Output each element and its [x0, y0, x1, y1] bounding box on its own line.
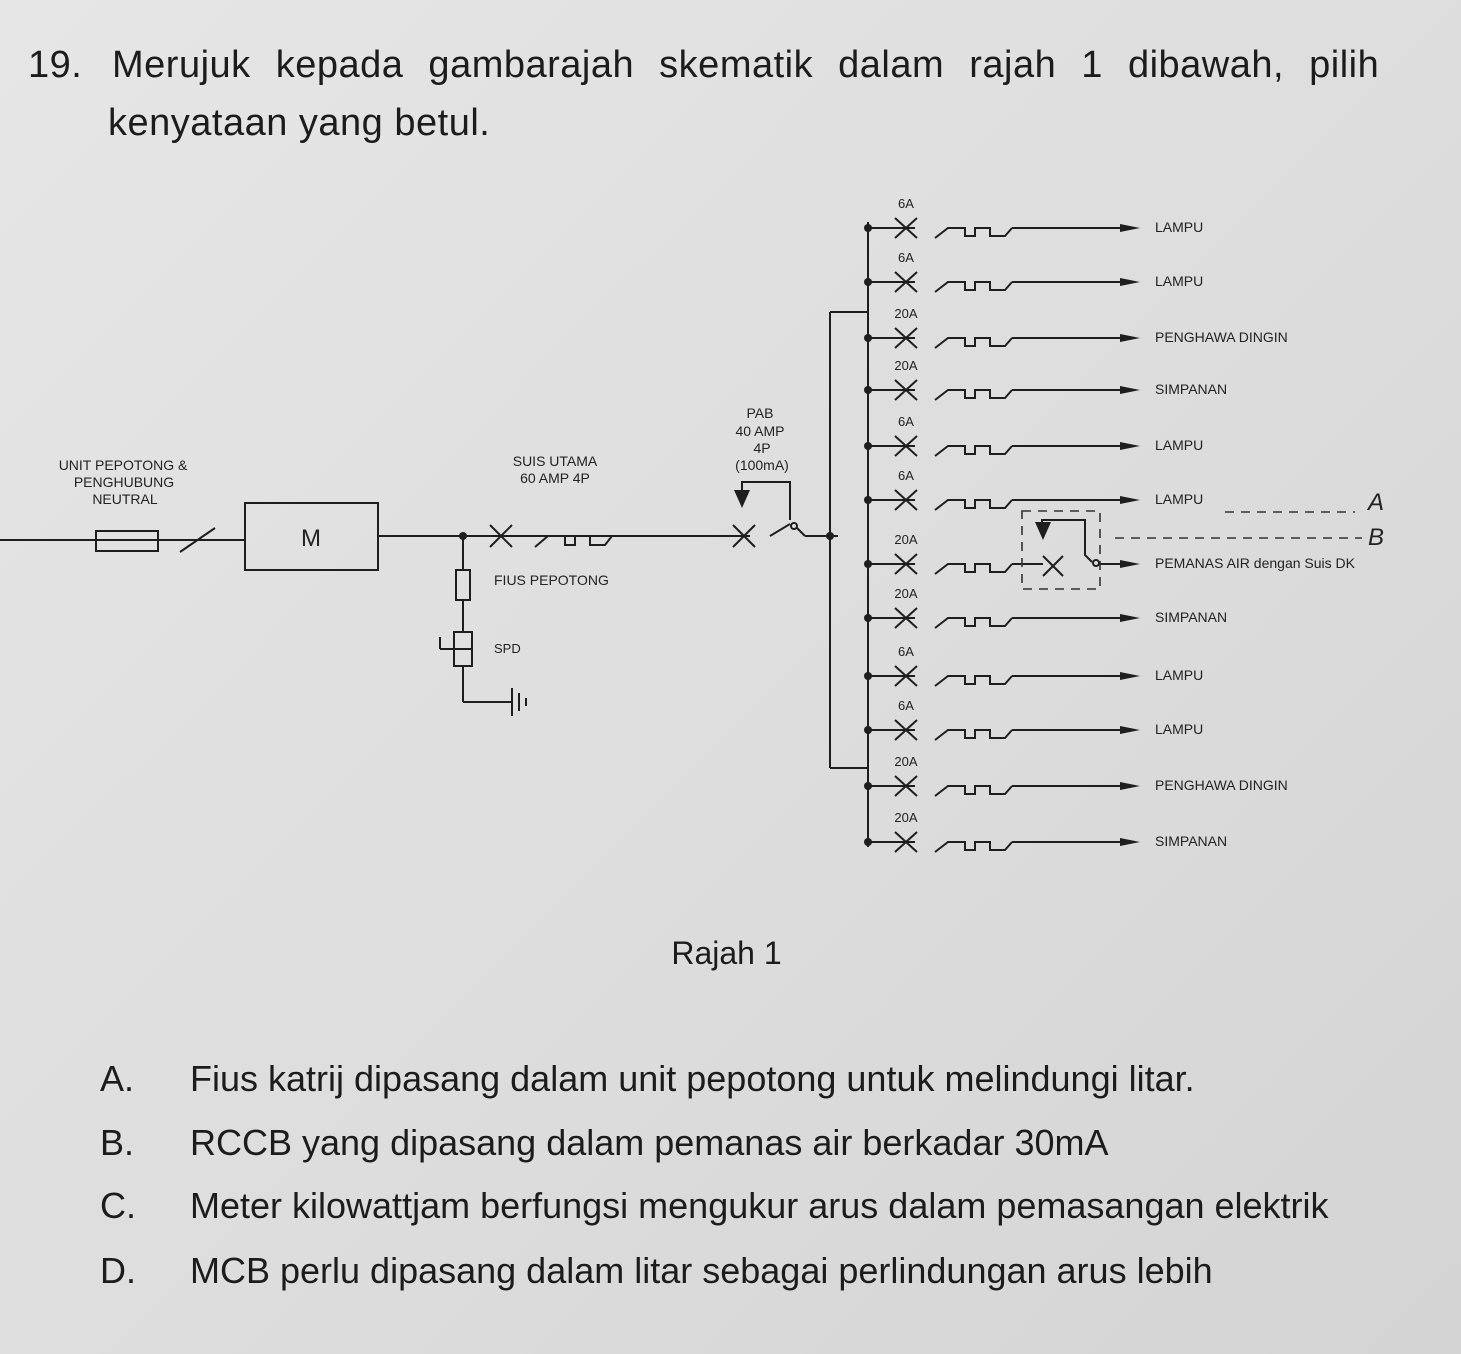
- arrow-icon: [1120, 560, 1140, 568]
- circuit-rating: 20A: [894, 586, 918, 601]
- marker-b: B: [1368, 524, 1385, 551]
- circuit-rating: 20A: [894, 358, 918, 373]
- arrow-icon: [1120, 224, 1140, 232]
- option-b-text: RCCB yang dipasang dalam pemanas air berkadar 30mA: [190, 1122, 1109, 1163]
- label-unit-pepotong-1: UNIT PEPOTONG &: [58, 457, 188, 473]
- label-fius-pepotong: FIUS PEPOTONG: [494, 572, 609, 588]
- final-circuits: [864, 196, 1356, 852]
- arrow-icon: [1120, 672, 1140, 680]
- circuit-row: [864, 586, 1227, 628]
- circuit-rating: 6A: [898, 250, 914, 265]
- question-text-line2: kenyataan yang betul.: [108, 102, 491, 144]
- arrow-icon: [1120, 782, 1140, 790]
- option-c-letter: C.: [100, 1185, 136, 1226]
- label-unit-pepotong-2: PENGHUBUNG: [73, 474, 175, 490]
- circuit-rating: 6A: [898, 468, 914, 483]
- question-text-line1: Merujuk kepada gambarajah skematik dalam rajah 1 dibawah, pilih: [112, 44, 1380, 86]
- label-suis-utama-1: SUIS UTAMA: [512, 453, 598, 469]
- label-pab-1: PAB: [746, 405, 774, 421]
- circuit-row: [864, 196, 1203, 238]
- circuit-load: SIMPANAN: [1155, 833, 1228, 849]
- option-c[interactable]: [100, 1185, 1329, 1227]
- option-c-text: Meter kilowattjam berfungsi mengukur arus dalam pemasangan elektrik: [190, 1185, 1329, 1226]
- label-meter: M: [301, 525, 321, 552]
- option-d-letter: D.: [100, 1250, 136, 1291]
- marker-a: A: [1368, 489, 1385, 516]
- option-d-text: MCB perlu dipasang dalam litar sebagai perlindungan arus lebih: [190, 1250, 1213, 1291]
- option-a-letter: A.: [100, 1058, 135, 1099]
- circuit-load: PENGHAWA DINGIN: [1155, 329, 1288, 345]
- option-a-text: Fius katrij dipasang dalam unit pepotong untuk melindungi litar.: [190, 1058, 1195, 1099]
- circuit-rating: 6A: [898, 414, 914, 429]
- circuit-load: SIMPANAN: [1155, 381, 1228, 397]
- label-spd: SPD: [494, 641, 521, 656]
- arrow-icon: [1120, 334, 1140, 342]
- circuit-row: [864, 250, 1203, 292]
- option-a[interactable]: [100, 1058, 1195, 1100]
- circuit-load: LAMPU: [1155, 667, 1204, 683]
- label-suis-utama-2: 60 AMP 4P: [520, 470, 590, 486]
- circuit-row: [864, 754, 1288, 796]
- option-b-letter: B.: [100, 1122, 135, 1163]
- pab-test-arrow: [734, 490, 750, 508]
- circuit-rating: 20A: [894, 810, 918, 825]
- circuit-load: SIMPANAN: [1155, 609, 1228, 625]
- figure-caption-text: Rajah 1: [671, 935, 782, 971]
- circuit-row: [864, 698, 1203, 740]
- question-number: 19.: [28, 44, 83, 86]
- circuit-load: PEMANAS AIR dengan Suis DK: [1155, 555, 1355, 571]
- circuit-row: [864, 810, 1227, 852]
- circuit-row: [864, 306, 1288, 348]
- label-pab-2: 40 AMP: [735, 423, 785, 439]
- circuit-rating: 20A: [894, 754, 918, 769]
- circuit-load: LAMPU: [1155, 219, 1204, 235]
- option-d[interactable]: [100, 1250, 1213, 1292]
- circuit-row: [864, 414, 1203, 456]
- circuit-row: [864, 644, 1203, 686]
- circuit-load: LAMPU: [1155, 273, 1204, 289]
- circuit-rating: 20A: [894, 306, 918, 321]
- arrow-icon: [1120, 614, 1140, 622]
- circuit-row: [864, 468, 1203, 510]
- circuit-load: LAMPU: [1155, 491, 1204, 507]
- circuit-rating: 20A: [894, 532, 918, 547]
- circuit-load: LAMPU: [1155, 721, 1204, 737]
- fius-pepotong-symbol: [456, 570, 470, 600]
- figure-caption: [0, 935, 1461, 972]
- label-pab-3: 4P: [753, 440, 771, 456]
- arrow-icon: [1120, 442, 1140, 450]
- option-b[interactable]: [100, 1122, 1109, 1164]
- label-unit-pepotong-3: NEUTRAL: [92, 491, 158, 507]
- circuit-load: PENGHAWA DINGIN: [1155, 777, 1288, 793]
- circuit-load: LAMPU: [1155, 437, 1204, 453]
- arrow-icon: [1120, 278, 1140, 286]
- suis-dk-dashed-box: [1022, 511, 1100, 589]
- label-pab-4: (100mA): [735, 457, 789, 473]
- circuit-rating: 6A: [898, 196, 914, 211]
- arrow-icon: [1120, 838, 1140, 846]
- arrow-icon: [1120, 726, 1140, 734]
- circuit-rating: 6A: [898, 698, 914, 713]
- arrow-icon: [1120, 386, 1140, 394]
- arrow-icon: [1120, 496, 1140, 504]
- circuit-rating: 6A: [898, 644, 914, 659]
- circuit-row: [864, 358, 1227, 400]
